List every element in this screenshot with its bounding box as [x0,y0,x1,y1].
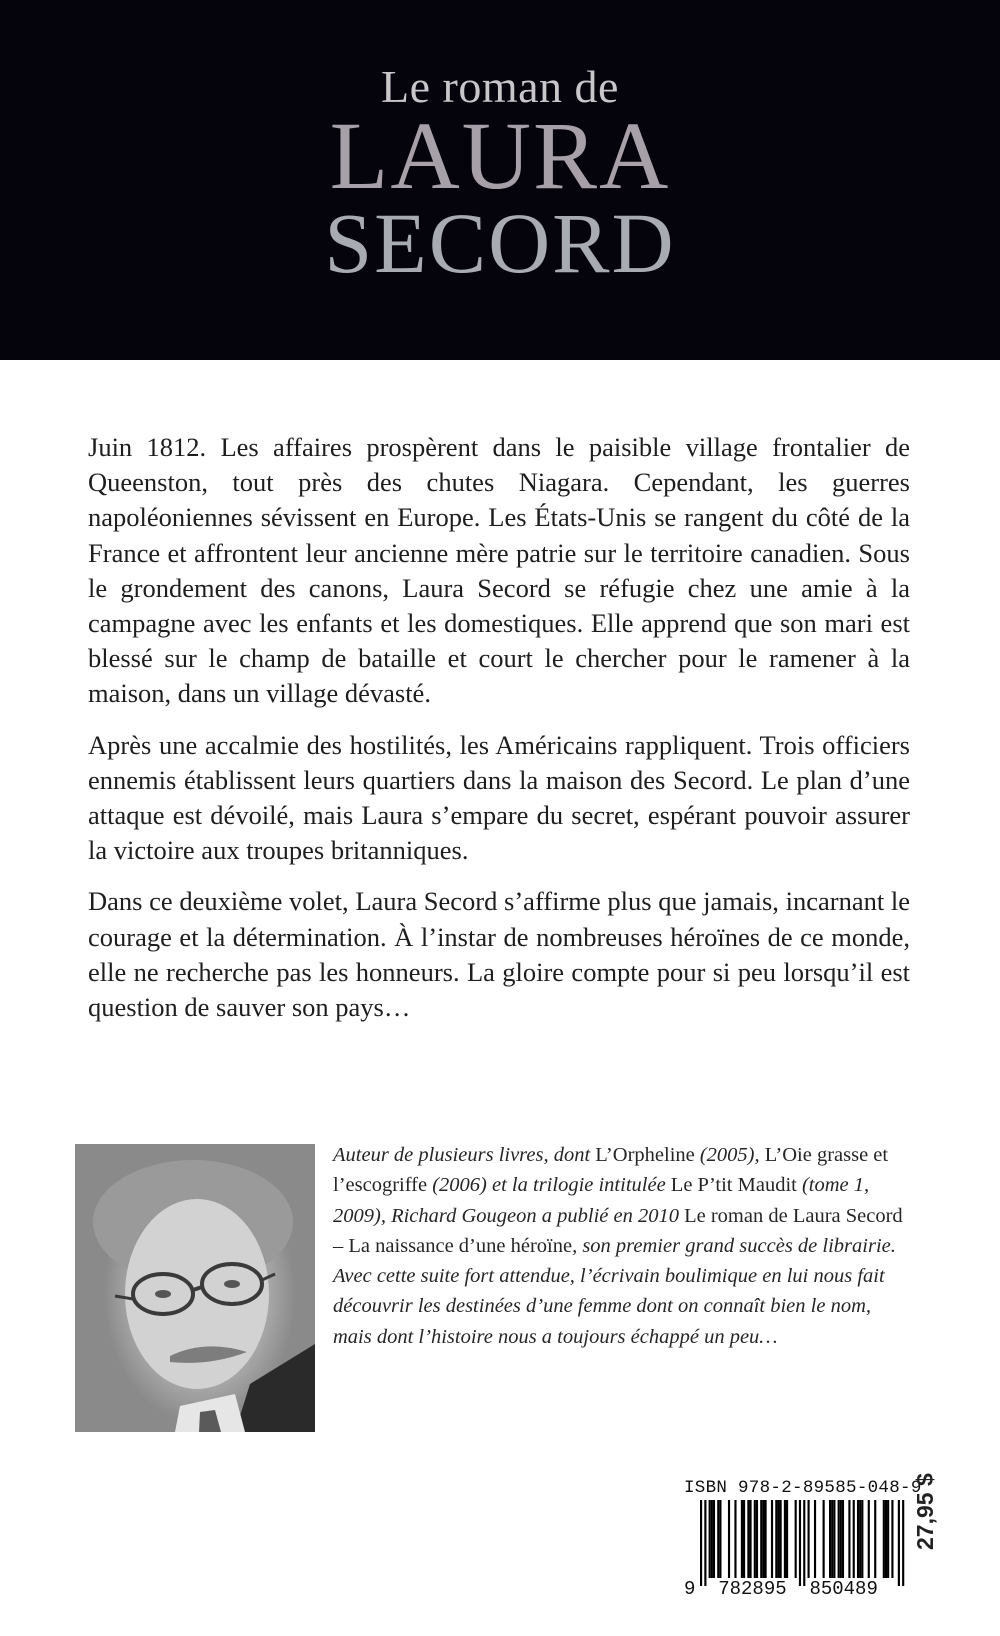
barcode-bar [887,1500,889,1578]
barcode-bar [814,1500,816,1578]
bio-text-italic: (2005), [694,1144,760,1166]
blurb-paragraph-3: Dans ce deuxième volet, Laura Secord s’affirme plus que jamais, incarnant le courage et la détermination. À l’instar de nombreuses héroïnes de ce monde, elle ne recherche pas les honneurs. La gloire compte pour si peu lorsqu’il est question de sauver son pays… [88,886,910,1023]
barcode-bar [795,1500,797,1578]
barcode-bar [853,1500,855,1578]
title-secord: SECORD [324,195,676,291]
barcode-bar [857,1500,859,1578]
barcode-bar [902,1500,904,1586]
barcode-bar [861,1500,863,1578]
eye-right [224,1280,240,1288]
barcode-bar [823,1500,825,1578]
barcode-bar [842,1500,844,1578]
bio-book-title: L’Oie grasse et l’escogriffe [333,1144,889,1197]
barcode-bar [771,1500,773,1578]
barcode-bar [704,1500,706,1586]
barcode-bar [829,1500,831,1578]
barcode-bar [891,1500,893,1578]
ean-left-group: 782895 [718,1578,787,1600]
barcode-bar [840,1500,842,1578]
barcode-bar [760,1500,762,1578]
barcode-bar [711,1500,713,1578]
bio-text-italic: (2006) et la trilogie intitulée [427,1174,666,1197]
barcode-bar [799,1500,801,1586]
author-bio [333,1140,913,1352]
barcode-bar [756,1500,758,1578]
barcode-bar [719,1500,721,1578]
barcode-bar [762,1500,764,1578]
barcode-bar [831,1500,833,1578]
ean-first-digit: 9 [684,1578,696,1600]
isbn-barcode [684,1478,922,1614]
barcode-bar [743,1500,745,1578]
bio-text-italic: Auteur de plusieurs livres, dont [333,1144,596,1166]
cover-title-band [0,0,1000,360]
barcode-bar [848,1500,850,1578]
barcode-bar [700,1500,702,1586]
barcode-bar [868,1500,870,1578]
title-laura: LAURA [329,102,671,209]
back-cover-blurb [88,430,910,1041]
bio-text-italic: (tome 1, 2009), Richard Gougeon a publié en 2010 [333,1174,870,1227]
barcode-bar [784,1500,786,1578]
barcode-bar [777,1500,779,1578]
barcode-bar [780,1500,782,1578]
ean-digits [684,1578,878,1600]
bio-book-title: Le P’tit Maudit [665,1174,797,1197]
barcode-bars [700,1500,905,1586]
blurb-paragraph-2: Après une accalmie des hostilités, les Américains rappliquent. Trois officiers ennemis établissent leurs quartiers dans la maison des Secord. Le plan d’une attaque est dévoilé, mais Laura s’empare du secret, espérant pouvoir assurer la victoire aux troupes britanniques. [88,729,910,866]
barcode-bar [713,1500,715,1578]
barcode-bar [898,1500,900,1586]
barcode-bar [808,1500,810,1578]
barcode-bar [754,1500,756,1578]
bio-text-italic: , son premier grand succès de librairie. Avec cette suite fort attendue, l’écrivain boulimique en lui nous fait découvrir les destinées d’une femme dont on connaît bien le nom, mais dont l’histoire nous a toujours échappé un peu… [333,1234,896,1348]
author-photo [75,1144,315,1432]
barcode-bar [741,1500,743,1578]
barcode-bar [765,1500,767,1578]
eye-left [155,1290,171,1298]
barcode-bar [786,1500,788,1578]
bio-book-title: L’Orpheline [595,1144,695,1166]
isbn-label: ISBN 978-2-89585-048-9 [684,1478,922,1498]
barcode-bar [883,1500,885,1578]
barcode-bar [749,1500,751,1578]
barcode-bar [709,1500,711,1578]
blurb-paragraph-1: Juin 1812. Les affaires prospèrent dans le paisible village frontalier de Queenston, tout près des chutes Niagara. Cependant, les guerres napoléoniennes sévissent en Europe. Les États-Unis se rangent du côté de la France et affrontent leur ancienne mère patrie sur le territoire canadien. Sous le grondement des canons, Laura Secord se réfugie chez une amie à la campagne avec les enfants et les domestiques. Elle apprend que son mari est blessé sur le champ de bataille et court le chercher pour le ramener à la maison, dans un village dévasté. [88,432,910,709]
barcode-bar [803,1500,805,1586]
ean-right-group: 850489 [809,1578,878,1600]
barcode-bar [833,1500,835,1578]
glasses-bridge [193,1287,202,1290]
barcode-bar [775,1500,777,1578]
barcode-bar [859,1500,861,1578]
title-prefix: Le roman de [381,61,619,112]
barcode-bar [885,1500,887,1578]
barcode-bar [728,1500,730,1578]
bio-book-title: Le roman de Laura Secord – La naissance d’une héroïne [333,1204,903,1257]
barcode-bar [747,1500,749,1578]
barcode-bar [874,1500,876,1578]
barcode-bar [838,1500,840,1578]
price-label: 27,95 $ [912,1473,938,1550]
barcode-bar [717,1500,719,1578]
author-portrait-illustration [75,1144,315,1432]
barcode-bar [734,1500,736,1578]
